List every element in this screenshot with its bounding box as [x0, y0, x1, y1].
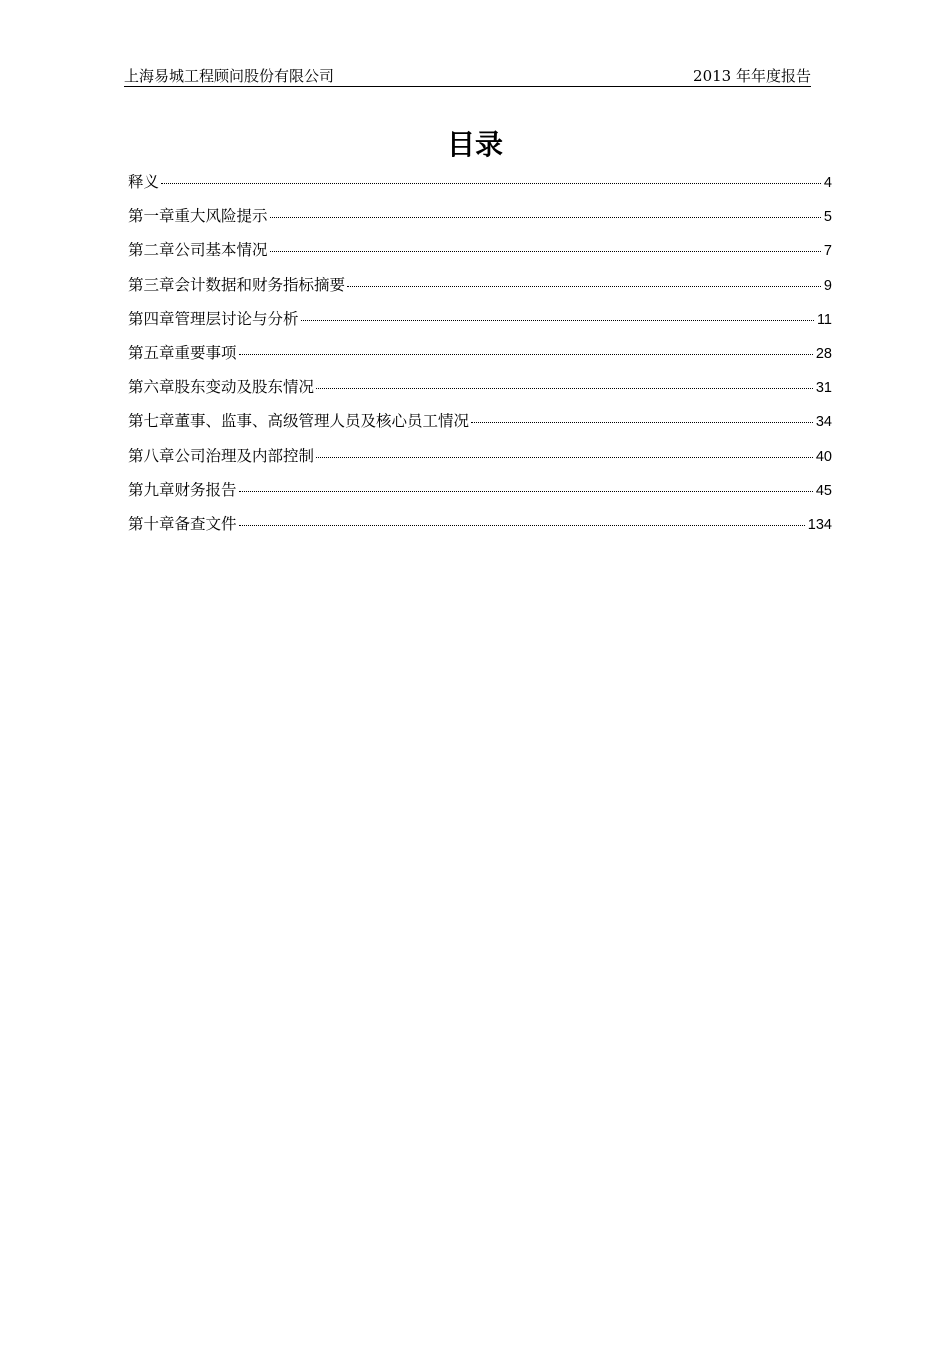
- toc-dot-leader: [347, 286, 821, 287]
- toc-title: 目录: [446, 128, 503, 161]
- table-of-contents: [128, 170, 832, 546]
- toc-item-label: 第十章备查文件: [128, 514, 237, 533]
- toc-dot-leader: [316, 388, 813, 389]
- toc-dot-leader: [316, 457, 813, 458]
- toc-dot-leader: [270, 251, 821, 252]
- page-header: [124, 66, 811, 87]
- toc-item-page: 40: [815, 448, 832, 465]
- toc-item-chapter-8[interactable]: [128, 444, 832, 478]
- toc-item-page: 134: [807, 516, 832, 533]
- toc-item-page: 4: [823, 175, 832, 191]
- toc-item-page: 31: [815, 380, 832, 397]
- toc-item-chapter-3[interactable]: [128, 273, 832, 307]
- toc-item-label: 释义: [128, 173, 160, 191]
- toc-item-page: 34: [815, 414, 832, 431]
- toc-item-label: 第四章管理层讨论与分析: [128, 309, 299, 328]
- toc-item-chapter-2[interactable]: [128, 238, 832, 272]
- toc-item-chapter-10[interactable]: [128, 512, 832, 546]
- toc-item-chapter-4[interactable]: [128, 307, 832, 341]
- toc-dot-leader: [239, 354, 813, 355]
- header-company-name: 上海易城工程顾问股份有限公司: [124, 67, 335, 85]
- toc-item-label: 第九章财务报告: [128, 480, 237, 499]
- toc-dot-leader: [161, 183, 821, 184]
- toc-item-label: 第七章董事、监事、高级管理人员及核心员工情况: [128, 412, 470, 431]
- header-report-title: 2013 年年度报告: [693, 67, 811, 85]
- toc-item-chapter-7[interactable]: [128, 409, 832, 443]
- toc-item-chapter-5[interactable]: [128, 341, 832, 375]
- toc-item-page: 28: [815, 345, 832, 362]
- toc-item-label: 第二章公司基本情况: [128, 241, 268, 260]
- toc-dot-leader: [301, 320, 814, 321]
- toc-item-label: 第五章重要事项: [128, 343, 237, 362]
- toc-item-label: 第三章会计数据和财务指标摘要: [128, 275, 346, 294]
- toc-item-label: 第八章公司治理及内部控制: [128, 446, 315, 465]
- toc-item-definitions[interactable]: [128, 170, 832, 204]
- toc-item-chapter-1[interactable]: [128, 204, 832, 238]
- toc-item-page: 7: [823, 243, 832, 260]
- toc-dot-leader: [239, 491, 813, 492]
- toc-dot-leader: [471, 422, 813, 423]
- toc-item-page: 9: [823, 277, 832, 294]
- toc-item-page: 5: [823, 209, 832, 226]
- toc-item-chapter-9[interactable]: [128, 478, 832, 512]
- toc-item-label: 第一章重大风险提示: [128, 207, 268, 226]
- toc-item-page: 45: [815, 482, 832, 499]
- toc-item-page: 11: [816, 311, 832, 328]
- toc-item-label: 第六章股东变动及股东情况: [128, 378, 315, 397]
- toc-item-chapter-6[interactable]: [128, 375, 832, 409]
- toc-dot-leader: [270, 217, 821, 218]
- toc-dot-leader: [239, 525, 805, 526]
